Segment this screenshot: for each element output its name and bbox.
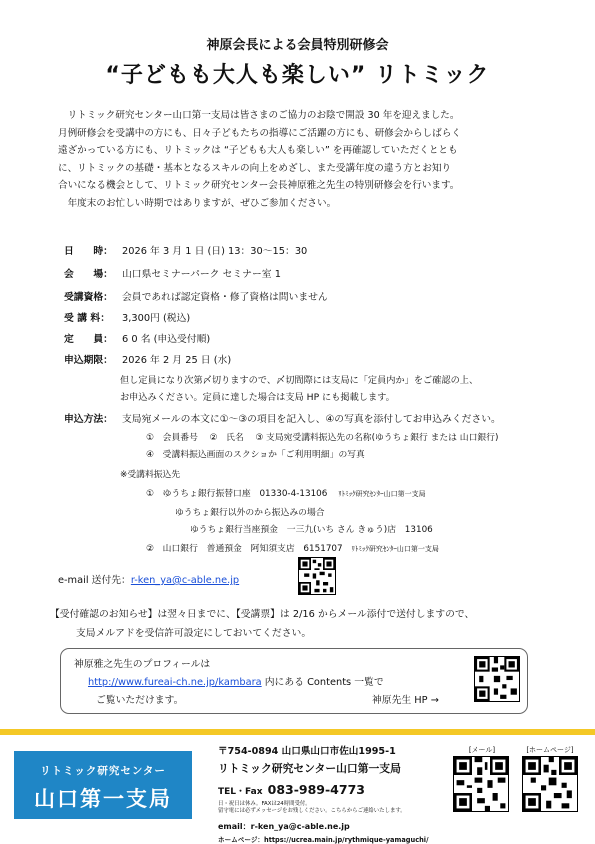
intro-line: 遠ざかっている方にも、リトミックは “子どもも大人も楽しい” を再確認していただくととも [58, 145, 458, 157]
tel-number: 083-989-4773 [267, 782, 365, 797]
deadline-note-line: 但し定員になり次第〆切りますので、〆切間際には支局に「定員内か」をご確認の上、 [120, 375, 479, 386]
hp-label: 神原先生 HP → [372, 695, 439, 706]
qr-code-icon [523, 757, 577, 811]
capacity-label: 定 員： [64, 334, 113, 345]
qualification-row [64, 289, 328, 303]
deadline-label: 申込期限： [64, 355, 113, 366]
footer-email[interactable]: email：r-ken_ya@c-able.ne.jp [218, 822, 350, 831]
qr-code-icon [299, 558, 335, 594]
intro-paragraph [58, 107, 543, 213]
date-value: 2026 年 3 月 1 日 (日) 13：30～15：30 [122, 246, 308, 257]
apply-row [64, 411, 501, 425]
capacity-row [64, 331, 210, 345]
date-label: 日 時： [64, 246, 113, 257]
deadline-row [64, 352, 231, 366]
venue-label: 会 場： [64, 269, 113, 280]
profile-intro: 神原雅之先生のプロフィールは [74, 659, 211, 670]
qr-code-icon [454, 757, 508, 811]
email-qr-code[interactable] [298, 557, 336, 595]
venue-row [64, 266, 281, 280]
bank-note: ゆうちょ銀行以外のから振込みの場合 [175, 508, 325, 518]
footer-org-name: リトミック研究センター山口第一支局 [218, 762, 401, 775]
footer-notice-line: 日・祝日は休み。FAXは24時間受付。 [218, 801, 311, 807]
intro-line: 合いになる機会として、リトミック研究センター会長神原雅之先生の特別研修会を行います。 [58, 180, 460, 192]
org-logo-small: リトミック研究センター [40, 765, 166, 777]
bank-account: ② 山口銀行 普通預金 阿知須支店 6151707 [146, 544, 343, 554]
profile-url-link[interactable]: http://www.fureai-ch.ne.jp/kambara [88, 677, 262, 688]
bank-account-holder: ﾘﾄﾐｯｸ研究ｾﾝﾀｰ山口第一支局 [338, 490, 426, 498]
confirmation-line: 支局メルアドを受信許可設定にしておいてください。 [76, 628, 312, 639]
transfer-heading: ※受講料振込先 [120, 470, 181, 480]
footer-notice-line: 留守電には必ずメッセージをお残しください。こちらからご連絡いたします。 [218, 808, 406, 814]
email-label: e-mail 送付先： [58, 575, 131, 586]
fee-row [64, 310, 190, 324]
apply-item: ① 会員番号 ② 氏名 ③ 支局宛受講料振込先の名称(ゆうちょ銀行 または 山口銀行) [146, 433, 499, 443]
footer-notice [218, 801, 448, 815]
apply-label: 申込方法： [64, 414, 113, 425]
intro-line: 月例研修会を受講中の方にも、日々子どもたちの指導にご活躍の方にも、研修会からしばらく [58, 127, 461, 139]
fee-label: 受 講 料： [64, 313, 111, 324]
bank-current-account: ゆうちょ銀行当座預金 一三九(いち さん きゅう)店 13106 [190, 525, 433, 535]
footer-contact [218, 743, 448, 844]
bank-yamaguchi-line [146, 541, 439, 554]
event-subtitle: 神原会長による会員特別研修会 [206, 38, 389, 53]
intro-line: に、リトミックの基礎・基本となるスキルの向上をめざし、また受講年度の違う方とお知り [58, 162, 452, 174]
tel-label: TEL・Fax [218, 787, 263, 797]
footer-address: 〒754-0894 山口県山口市佐山1995-1 [218, 746, 396, 757]
bank-account-holder: ﾘﾄﾐｯｸ研究ｾﾝﾀｰ山口第一支局 [351, 545, 439, 553]
intro-line: リトミック研究センター山口第一支局は皆さまのご協力のお陰で開設 30 年を迎えました。 [58, 110, 460, 121]
qualification-value: 会員であれば認定資格・修了資格は問いません [122, 292, 328, 303]
intro-line: 年度末のお忙しい時期ではありますが、ぜひご参加ください。 [58, 197, 337, 209]
footer-home-qr-code[interactable] [522, 756, 578, 812]
profile-url-line [88, 674, 384, 688]
profile-url-suffix: 内にある Contents 一覧で [264, 677, 384, 688]
email-link[interactable]: r-ken_ya@c-able.ne.jp [130, 575, 240, 586]
venue-value: 山口県セミナーパーク セミナー室 1 [122, 269, 281, 280]
footer-divider [0, 729, 595, 735]
qr-home-label: [ホームページ] [526, 746, 574, 754]
footer-homepage[interactable]: ホームページ：https://ucrea.main.jp/rythmique-yamaguchi/ [218, 836, 429, 844]
email-row [58, 572, 239, 586]
org-logo-block [14, 751, 192, 819]
profile-qr-code[interactable] [474, 656, 520, 702]
confirmation-line: 【受付確認のお知らせ】は翌々日までに、【受講票】は 2/16 からメール添付で送付しますので、 [50, 609, 475, 620]
capacity-value: 6 0 名 (申込受付順) [122, 334, 211, 345]
qualification-label: 受講資格： [64, 292, 113, 303]
event-title: “子どもも大人も楽しい” リトミック [105, 63, 490, 88]
profile-outro: ご覧いただけます。 [96, 695, 184, 706]
apply-text: 支局宛メールの本文に①～③の項目を記入し、④の写真を添付してお申込みください。 [122, 414, 501, 425]
bank-account: ① ゆうちょ銀行振替口座 01330-4-13106 [146, 489, 328, 499]
footer-tel-row [218, 779, 448, 798]
apply-item: ④ 受講料振込画面のスクショか「ご利用明細」の写真 [146, 450, 365, 460]
deadline-note-line: お申込みください。定員に達した場合は支局 HP にも掲載します。 [120, 392, 395, 403]
bank-ufj-line [146, 486, 426, 499]
date-row [64, 243, 307, 257]
qr-code-icon [475, 657, 519, 701]
org-logo-big: 山口第一支局 [34, 787, 172, 811]
fee-value: 3,300円 (税込) [122, 313, 191, 324]
qr-mail-label: [メール] [468, 746, 496, 754]
footer-mail-qr-code[interactable] [453, 756, 509, 812]
deadline-value: 2026 年 2 月 25 日 (水) [122, 355, 232, 366]
